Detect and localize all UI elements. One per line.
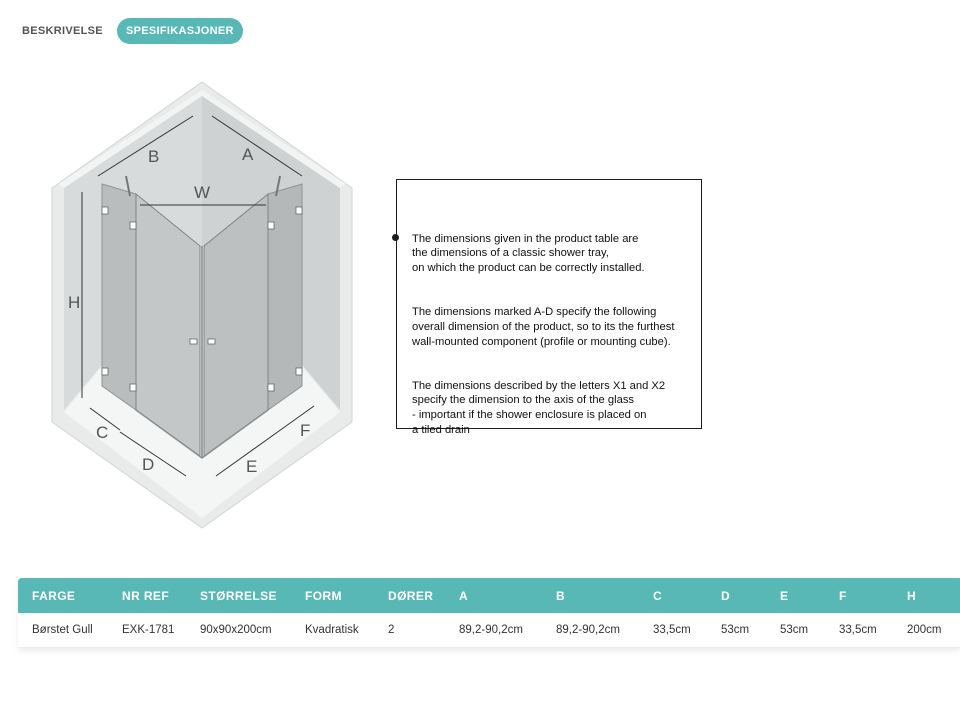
col-header-form: FORM	[291, 578, 374, 613]
diagram-label-e: E	[246, 457, 258, 476]
glass-left-side	[102, 184, 136, 410]
note-text	[412, 217, 674, 467]
tab-spesifikasjoner[interactable]: SPESIFIKASJONER	[117, 18, 243, 44]
cell-a: 89,2-90,2cm	[445, 613, 542, 648]
diagram-label-f: F	[300, 421, 311, 440]
cell-d: 53cm	[707, 613, 766, 648]
cell-b: 89,2-90,2cm	[542, 613, 639, 648]
table-header-row	[18, 578, 960, 613]
diagram-label-c: C	[96, 423, 109, 442]
col-header-farge: FARGE	[18, 578, 108, 613]
col-header-c: C	[639, 578, 707, 613]
cell-nr-ref: EXK-1781	[108, 613, 186, 648]
note-paragraph: The dimensions described by the letters X1 and X2 specify the dimension to the axis of the glass - important if the shower enclosure is placed on a tiled drain	[412, 379, 666, 436]
cell-form: Kvadratisk	[291, 613, 374, 648]
spec-table	[18, 578, 960, 648]
col-header-f: F	[825, 578, 893, 613]
diagram-label-w: W	[194, 183, 211, 202]
note-paragraph: The dimensions marked A-D specify the following overall dimension of the product, so to its the furthest wall-mounted component (profile or mounting cube).	[412, 306, 675, 348]
shower-diagram	[40, 72, 370, 542]
tab-bar	[14, 18, 243, 44]
cell-e: 53cm	[766, 613, 825, 648]
col-header-h: H	[893, 578, 960, 613]
col-header-nr-ref: NR REF	[108, 578, 186, 613]
col-header-dorer: DØRER	[374, 578, 445, 613]
cell-farge: Børstet Gull	[18, 613, 108, 648]
col-header-a: A	[445, 578, 542, 613]
col-header-b: B	[542, 578, 639, 613]
col-header-e: E	[766, 578, 825, 613]
cell-c: 33,5cm	[639, 613, 707, 648]
glass-right-side	[268, 184, 302, 410]
diagram-label-b: B	[148, 147, 160, 166]
cell-dorer: 2	[374, 613, 445, 648]
diagram-label-a: A	[242, 145, 254, 164]
cell-storrelse: 90x90x200cm	[186, 613, 291, 648]
cell-h: 200cm	[893, 613, 960, 648]
cell-f: 33,5cm	[825, 613, 893, 648]
dimension-note-box	[396, 179, 702, 436]
diagram-label-h: H	[68, 293, 81, 312]
note-paragraph: The dimensions given in the product table are the dimensions of a classic shower tray, on which the product can be correctly installed.	[412, 232, 645, 275]
col-header-storrelse: STØRRELSE	[186, 578, 291, 613]
col-header-d: D	[707, 578, 766, 613]
table-row	[18, 613, 960, 648]
diagram-label-d: D	[142, 455, 155, 474]
tab-beskrivelse[interactable]: BESKRIVELSE	[22, 25, 103, 37]
